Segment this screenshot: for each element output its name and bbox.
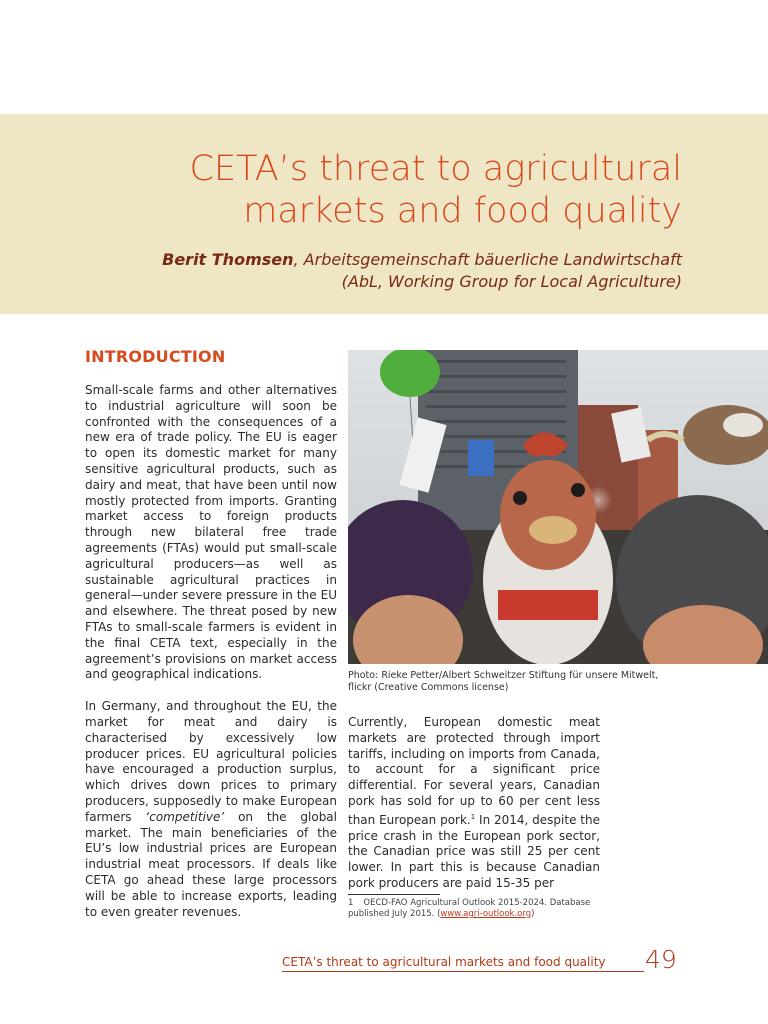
intro-paragraph-1: Small-scale farms and other alternatives to industrial agriculture will soon be confronted with the consequences of a new era of trade policy. The EU is eager to open its domestic market for many sensitive agricultural products, such as dairy and meat, that have been until now mostly protected from imports. Granting market access to foreign products through new bilateral free trade agreements (FTAs) would put small-scale agricultural producers—as well as sustainable agricultural practices in general—under severe pressure in the EU and elsewhere. The threat posed by new FTAs to small-scale farmers is evident in the final CETA text, especially in the agreement’s provisions on market access and geographical indications. (85, 383, 337, 682)
author-affiliation: , Arbeitsgemeinschaft bäuerliche Landwirtschaft (293, 250, 682, 269)
emphasis-competitive: ‘competitive’ (145, 809, 225, 824)
footnote-number: 1 (348, 898, 354, 908)
right-paragraph-1: Currently, European domestic meat markets are protected through import tariffs, including on imports from Canada, to account for a significant price differential. For several years, Canadian pork has sold for up to 60 per cent less than European pork.$^1$ In 2014, despite the price crash in the European pork sector, the Canadian price was still 25 per cent lower. In part this is because Canadian pork producers are paid 15-35 per (348, 715, 600, 890)
running-title: CETA’s threat to agricultural markets and food quality (282, 955, 606, 969)
title-line-1: CETA’s threat to agricultural (189, 149, 682, 189)
page-number: 49 (645, 945, 677, 974)
title-line-2: markets and food quality (243, 191, 682, 231)
author-affiliation-line-2: (AbL, Working Group for Local Agriculture) (341, 272, 682, 291)
footer-divider (282, 971, 644, 972)
left-column (85, 383, 337, 936)
intro-paragraph-2: In Germany, and throughout the EU, the market for meat and dairy is characterised by excessively low producer prices. EU agricultural policies have encouraged a production surplus, which drives down prices to primary producers, supposedly to make European farmers ‘competitive’ on the global market. The main beneficiaries of the EU’s low industrial prices are European industrial meat processors. If deals like CETA go ahead these large processors will be able to increase exports, leading to even greater revenues. (85, 699, 337, 919)
section-heading: INTRODUCTION (85, 347, 226, 366)
byline (82, 249, 682, 293)
article-title (82, 148, 682, 232)
photo-caption: Photo: Rieke Petter/Albert Schweitzer Stiftung für unsere Mitwelt, flickr (Creative Commons license) (348, 670, 659, 693)
footnote: 1 OECD-FAO Agricultural Outlook 2015-2024. Database published July 2015. (www.agri-outlook.org) (348, 898, 591, 919)
right-column (348, 715, 600, 892)
protest-photo (348, 350, 768, 664)
footnote-marker: 1 (470, 812, 476, 821)
footnote-divider (348, 894, 440, 895)
author-name: Berit Thomsen (162, 250, 294, 269)
footnote-link[interactable]: www.agri-outlook.org (440, 909, 532, 919)
